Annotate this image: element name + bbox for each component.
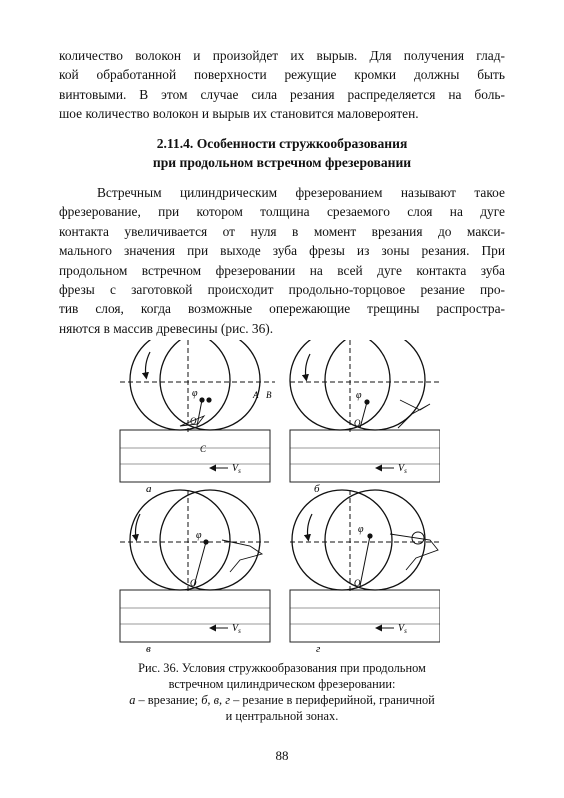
rotation-arrow	[146, 352, 151, 376]
angle-label: φ	[196, 530, 202, 541]
caption-line: а – врезание; б, в, г – резание в периферийной, граничной	[129, 693, 435, 707]
center-label: O	[190, 416, 197, 426]
paragraph-continuation	[59, 46, 505, 124]
workpiece	[290, 590, 440, 642]
cutter-circle	[160, 340, 260, 430]
cutter-circle	[325, 490, 425, 590]
center-label: O	[354, 578, 361, 588]
workpiece	[290, 430, 440, 482]
cutter-circle	[160, 490, 260, 590]
panel-letter: в	[146, 643, 151, 655]
text-line: шое количество волокон и вырыв их становится маловероятен.	[59, 106, 419, 122]
caption-line: встречном цилиндрическом фрезеровании:	[168, 677, 396, 691]
panel-b	[290, 340, 440, 495]
text-line: кой обработанной поверхности режущие кромки должны быть	[59, 67, 505, 83]
workpiece	[120, 590, 270, 642]
heading-line: при продольном встречном фрезеровании	[152, 155, 412, 170]
text-line: фрезерование, при котором толщина срезаемого слоя на дуге	[59, 204, 505, 220]
section-heading	[59, 134, 505, 172]
point-label: C	[200, 444, 207, 454]
paragraph-definition	[59, 183, 505, 338]
panel-letter: г	[316, 643, 321, 655]
text-line: Встречным цилиндрическим фрезерованием называют такое	[97, 185, 505, 200]
rotation-arrow	[306, 354, 311, 378]
feed-label: $V_s$	[232, 623, 241, 635]
panel-g	[290, 490, 440, 655]
text-line: винтовыми. В этом случае сила резания распределяется на боль-	[59, 86, 505, 102]
feed-label: $V_s$	[398, 623, 407, 635]
cutter-circle	[130, 340, 230, 430]
angle-label: φ	[356, 390, 362, 401]
figure-caption	[59, 660, 505, 724]
center-label: O	[190, 578, 197, 588]
feed-label: $V_s$	[398, 463, 407, 475]
panel-letter: а	[146, 483, 152, 495]
point-label: B	[266, 390, 272, 400]
angle-label: φ	[192, 388, 198, 399]
page-number: 88	[275, 748, 289, 763]
cutter-circle	[292, 490, 392, 590]
text-line: продольном встречном фрезеровании на всей дуге контакта зуба	[59, 262, 505, 278]
heading-line: 2.11.4. Особенности стружкообразования	[156, 136, 408, 151]
text-line: тив слоя, когда возможные опережающие трещины распростра-	[59, 301, 505, 317]
angle-label: φ	[358, 524, 364, 535]
rotation-arrow	[136, 514, 141, 538]
panel-letter: б	[314, 483, 320, 495]
cutter-circle	[130, 490, 230, 590]
panel-v	[120, 490, 270, 655]
text-line: фрезы с заготовкой происходит продольно-торцовое резание про-	[59, 282, 505, 298]
text-line: количество волокон и произойдет их вырыв. Для получения глад-	[59, 48, 505, 63]
point-label: A	[253, 390, 259, 400]
milling-diagram-figure	[110, 340, 440, 655]
panel-a	[120, 340, 275, 495]
text-line: няются в массив древесины (рис. 36).	[59, 320, 274, 336]
feed-label: $V_s$	[232, 463, 241, 475]
text-line: мального значения при выходе зуба фрезы из зоны резания. При	[59, 243, 505, 259]
center-label: O	[354, 418, 361, 428]
caption-line: и центральной зонах.	[225, 709, 339, 723]
caption-line: Рис. 36. Условия стружкообразования при продольном	[138, 661, 426, 675]
workpiece	[120, 430, 270, 482]
text-line: контакта увеличивается от нуля в момент врезания до макси-	[59, 223, 505, 239]
rotation-arrow	[308, 514, 313, 538]
